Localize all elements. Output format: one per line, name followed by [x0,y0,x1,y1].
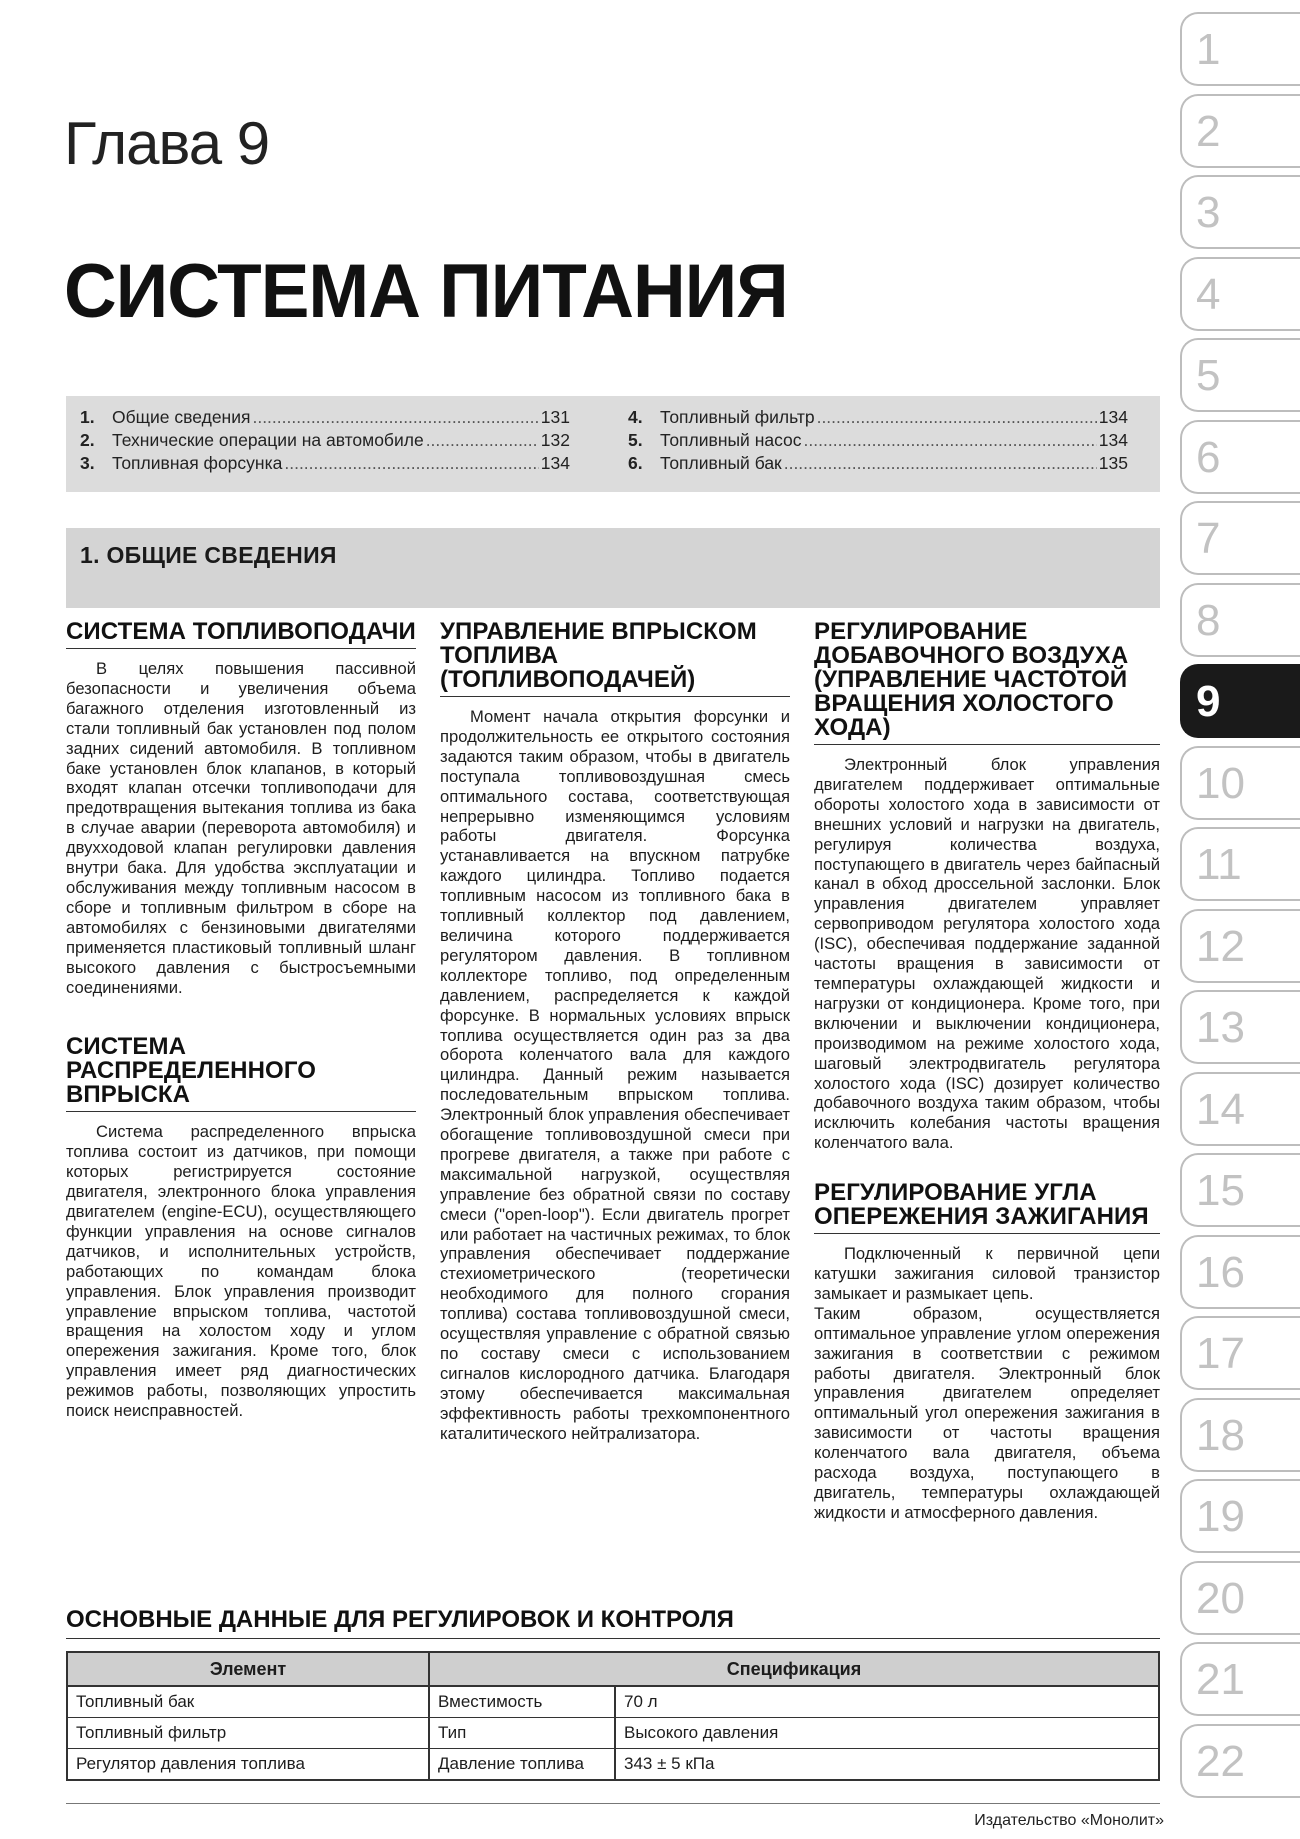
chapter-tab-label: 14 [1196,1084,1245,1134]
chapter-tab-label: 6 [1196,432,1221,482]
subheading: СИСТЕМА ТОПЛИВОПОДАЧИ [66,620,416,649]
chapter-tab-label: 19 [1196,1492,1245,1541]
chapter-tab-label: 11 [1196,840,1242,889]
toc-page-number: 134 [1098,430,1128,450]
chapter-tab-8[interactable] [1180,583,1300,657]
toc-number: 1. [80,407,95,427]
paragraph: В целях повышения пассивной безопасности и увеличения объема багажного отделения изготовленный из стали топливный бак установлен под полом задних сидений автомобиля. В топливном баке установлен блок клапанов, в который входят клапан отсечки топливоподачи для предотвращения вытекания топлива из бака в случае аварии (переворота автомобиля) и двухходовой клапан регулировки давления внутри бака. Для удобства эксплуатации и обслуживания между топливным насосом в сборе и топливным фильтром в сборе на автомобилях с бензиновыми двигателями применяется пластиковый топливный шланг высокого давления с быстросъемными соединениями. [66,659,416,997]
chapter-tab-5[interactable] [1180,338,1300,412]
table-cell-value: 343 ± 5 кПа [615,1749,1159,1781]
chapter-tab-label: 13 [1196,1003,1245,1052]
toc-page-number: 135 [1098,453,1128,473]
chapter-title: СИСТЕМА ПИТАНИЯ [64,249,788,334]
chapter-tab-22[interactable] [1180,1724,1300,1798]
chapter-tab-label: 22 [1196,1736,1245,1786]
chapter-tab-label: 5 [1196,351,1221,400]
specs-title: ОСНОВНЫЕ ДАННЫЕ ДЛЯ РЕГУЛИРОВОК И КОНТРОЛЯ [66,1606,1160,1639]
chapter-tab-label: 16 [1196,1247,1245,1297]
toc-leader-dots [426,429,539,452]
toc-item[interactable] [628,452,1128,475]
toc-page-number: 131 [540,407,570,427]
chapter-label: Глава 9 [64,110,270,177]
toc-text: Общие сведения [112,407,251,427]
toc-number: 6. [628,453,643,473]
section-title: 1. ОБЩИЕ СВЕДЕНИЯ [80,542,337,568]
subheading: УПРАВЛЕНИЕ ВПРЫСКОМ ТОПЛИВА (ТОПЛИВОПОДАЧЕЙ) [440,620,790,697]
table-row [67,1718,1159,1749]
subheading: РЕГУЛИРОВАНИЕ ДОБАВОЧНОГО ВОЗДУХА (УПРАВЛЕНИЕ ЧАСТОТОЙ ВРАЩЕНИЯ ХОЛОСТОГО ХОДА) [814,620,1160,745]
chapter-tab-label: 8 [1196,595,1221,645]
footer-divider [66,1803,1160,1804]
toc-number: 2. [80,430,95,450]
chapter-tab-label: 4 [1196,269,1221,319]
chapter-tab-7[interactable] [1180,501,1300,575]
chapter-tab-label: 20 [1196,1573,1245,1623]
toc-item[interactable] [80,406,570,429]
toc-page-number: 134 [1098,407,1128,427]
chapter-tab-16[interactable] [1180,1235,1300,1309]
toc-leader-dots [784,452,1097,475]
toc-number: 3. [80,453,95,473]
chapter-tab-21[interactable] [1180,1642,1300,1716]
table-cell-param: Тип [429,1718,615,1749]
paragraph: Подключенный к первичной цепи катушки зажигания силовой транзистор замыкает и размыкает цепь. [814,1244,1160,1303]
toc-text: Топливный фильтр [660,407,815,427]
section-header [66,528,1160,608]
paragraph: Момент начала открытия форсунки и продолжительность ее открытого состояния задаются таким образом, чтобы в двигатель поступала топливовоздушная смесь оптимального состава, соответствующая непрерывно изменяющимся условиям работы двигателя. Форсунка устанавливается на впускном патрубке каждого цилиндра. Топливо подается топливным насосом из топливного бака в топливный коллектор под давлением, величина которого поддерживается регулятором давления. В топливном коллекторе топливо, под определенным давлением, распределяется к каждой форсунке. В нормальных условиях впрыск топлива осуществляется один раз за два оборота коленчатого вала для каждого цилиндра. Данный режим называется последовательным впрыском топлива. Электронный блок управления обеспечивает обогащение топливовоздушной смеси при прогреве двигателя, а также при работе с максимальной нагрузкой, осуществляя управление без обратной связи по составу смеси ("open-loop"). Если двигатель прогрет или работает на частичных режимах, то блок управления обеспечивает поддержание стехиометрического (теоретически необходимого для полного сгорания топлива) состава топливовоздушной смеси, осуществляя управление с обратной связью по составу смеси с использованием сигналов кислородного датчика. Благодаря этому обеспечивается максимальная эффективность работы трехкомпонентного каталитического нейтрализатора. [440,707,790,1443]
chapter-tab-label: 21 [1196,1655,1245,1704]
chapter-tab-3[interactable] [1180,175,1300,249]
chapter-tab-label: 3 [1196,188,1221,237]
chapter-tabs [1180,0,1300,1839]
chapter-tab-label: 2 [1196,106,1221,156]
toc-page-number: 132 [540,430,570,450]
text-column-3 [814,620,1160,1523]
toc-leader-dots [284,452,538,475]
chapter-tab-12[interactable] [1180,909,1300,983]
subheading: РЕГУЛИРОВАНИЕ УГЛА ОПЕРЕЖЕНИЯ ЗАЖИГАНИЯ [814,1181,1160,1234]
table-cell-element: Топливный фильтр [67,1718,429,1749]
toc-page-number: 134 [540,453,570,473]
paragraph: Таким образом, осуществляется оптимальное управление углом опережения зажигания в соответствии с режимом работы двигателя. Электронный блок управления двигателем определяет оптимальный угол опережения зажигания в зависимости от частоты вращения коленчатого вала двигателя, объема расхода воздуха, поступающего в двигатель, температуры охлаждающей жидкости и атмосферного давления. [814,1303,1160,1522]
chapter-tab-6[interactable] [1180,420,1300,494]
chapter-tab-label: 12 [1196,921,1245,971]
chapter-tab-14[interactable] [1180,1072,1300,1146]
column-header-element: Элемент [67,1652,429,1686]
text-column-2 [440,620,790,1444]
chapter-tab-label: 1 [1196,25,1221,74]
toc-item[interactable] [628,429,1128,452]
chapter-tab-label: 18 [1196,1410,1245,1460]
chapter-tab-2[interactable] [1180,94,1300,168]
toc-leader-dots [817,406,1097,429]
chapter-tab-20[interactable] [1180,1561,1300,1635]
toc-number: 5. [628,430,643,450]
chapter-tab-18[interactable] [1180,1398,1300,1472]
text-column-1 [66,620,416,1421]
table-cell-param: Давление топлива [429,1749,615,1781]
chapter-tab-label: 17 [1196,1329,1245,1378]
chapter-tab-1[interactable] [1180,12,1300,86]
paragraph: Система распределенного впрыска топлива состоит из датчиков, при помощи которых регистрируется состояние двигателя, электронного блока управления двигателем (engine-ECU), осуществляющего функции управления на основе сигналов датчиков, и исполнительных устройств, работающих по командам блока управления. Блок управления производит управление впрыском топлива, частотой вращения на холостом ходу и углом опережения зажигания. Кроме того, блок управления имеет ряд диагностических режимов работы, позволяющих упростить поиск неисправностей. [66,1122,416,1421]
table-row [67,1686,1159,1718]
toc-text: Топливный бак [660,453,782,473]
chapter-tab-13[interactable] [1180,990,1300,1064]
chapter-tab-15[interactable] [1180,1153,1300,1227]
paragraph: Электронный блок управления двигателем поддерживает оптимальные обороты холостого хода в зависимости от внешних условий и нагрузки на двигатель, регулируя количества воздуха, поступающего в двигатель через байпасный канал в обход дроссельной заслонки. Блок управления двигателем управляет сервоприводом регулятора холостого хода (ISC), обеспечивая поддержание заданной частоты вращения в зависимости от температуры охлаждающей жидкости и нагрузки от кондиционера. Кроме того, при включении и выключении кондиционера, производимом на режиме холостого хода, шаговый электродвигатель регулятора холостого хода (ISC) дозирует количество добавочного воздуха таким образом, чтобы исключить колебания частоты вращения коленчатого вала. [814,755,1160,1153]
toc-text: Топливная форсунка [112,453,283,473]
chapter-tab-17[interactable] [1180,1316,1300,1390]
table-cell-element: Регулятор давления топлива [67,1749,429,1781]
toc-leader-dots [252,406,538,429]
table-cell-element: Топливный бак [67,1686,429,1718]
chapter-tab-10[interactable] [1180,746,1300,820]
subheading: СИСТЕМА РАСПРЕДЕЛЕННОГО ВПРЫСКА [66,1035,416,1112]
table-cell-param: Вместимость [429,1686,615,1718]
toc-column-right [628,406,1128,475]
toc-leader-dots [804,429,1097,452]
column-header-spec: Спецификация [429,1652,1159,1686]
toc-item[interactable] [628,406,1128,429]
table-cell-value: 70 л [615,1686,1159,1718]
chapter-tab-label: 7 [1196,514,1221,563]
toc-column-left [80,406,570,475]
specs-table [66,1651,1160,1781]
table-cell-value: Высокого давления [615,1718,1159,1749]
chapter-tab-19[interactable] [1180,1479,1300,1553]
chapter-tab-4[interactable] [1180,257,1300,331]
toc-item[interactable] [80,452,570,475]
table-of-contents [66,396,1160,492]
table-header-row [67,1652,1159,1686]
toc-text: Топливный насос [660,430,802,450]
toc-item[interactable] [80,429,570,452]
toc-number: 4. [628,407,643,427]
publisher-credit: Издательство «Монолит» [974,1812,1164,1829]
chapter-tab-9[interactable] [1180,664,1300,738]
toc-text: Технические операции на автомобиле [112,430,424,450]
chapter-tab-11[interactable] [1180,827,1300,901]
chapter-tab-label: 15 [1196,1166,1245,1215]
chapter-tab-label: 9 [1196,677,1221,726]
table-row [67,1749,1159,1781]
chapter-tab-label: 10 [1196,758,1245,808]
